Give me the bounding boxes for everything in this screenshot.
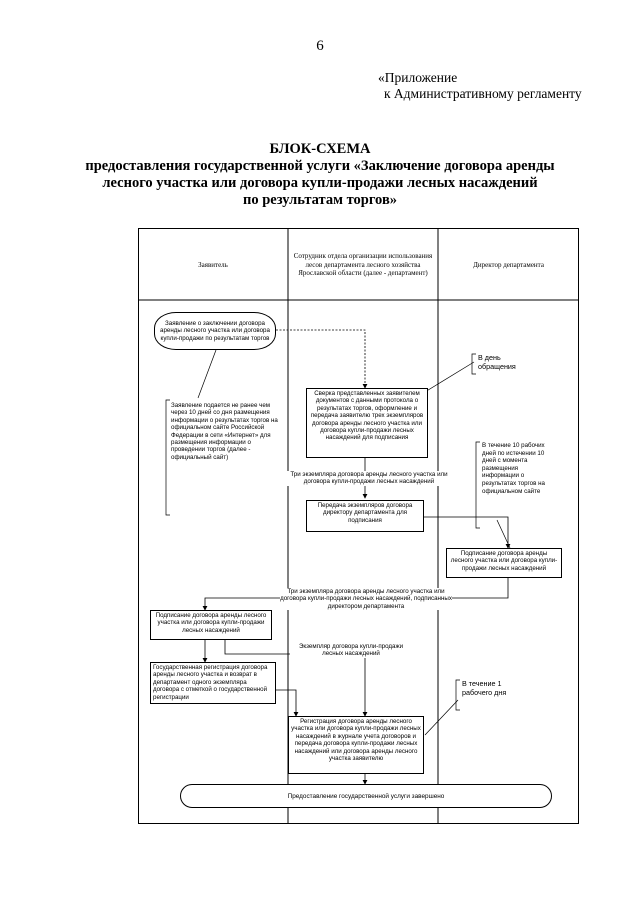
node-service-completed-text: Предоставление государственной услуги завершено bbox=[287, 792, 445, 800]
column-header-director: Директор департамента bbox=[473, 260, 544, 269]
node-document-check: Сверка представленных заявителем документов с данными протокола о результатах торгов, оформление и передача заявителю трех экземпляров договора аренды лесного участка или договора купли-продажи лесных насаждений для подписания bbox=[306, 388, 428, 458]
label-three-copies-1: Три экземпляра договора аренды лесного участка или договора купли-продажи лесных насаждений bbox=[280, 471, 458, 486]
node-application-note: Заявление подается не ранее чем через 10 дней со дня размещения информации о результатах торгов на официальном сайте Российской Федерации в сети «Интернет» для размещения информации о проведении торгов (далее - официальный сайт) bbox=[171, 402, 278, 461]
node-transfer-to-director: Передача экземпляров договора директору департамента для подписания bbox=[306, 500, 424, 532]
callout-one-day: В течение 1 рабочего дня bbox=[462, 679, 507, 697]
appendix-line-2: к Административному регламенту bbox=[384, 86, 582, 101]
node-contract-registration: Регистрация договора аренды лесного участка или договора купли-продажи лесных насаждений в журнале учета договоров и передача договора купли-продажи лесных насаждений или договора аренды лесного участка заявителю bbox=[288, 716, 424, 774]
title-main: БЛОК-СХЕМА bbox=[269, 141, 371, 157]
node-state-registration: Государственная регистрация договора аренды лесного участка и возврат в департамент одного экземпляра договора с отметкой о государственной регистрации bbox=[150, 662, 276, 704]
node-director-sign: Подписание договора аренды лесного участка или договора купли-продажи лесных насаждений bbox=[446, 548, 562, 578]
node-application bbox=[154, 312, 276, 350]
label-three-copies-2: Три экземпляра договора аренды лесного участка или договора купли-продажи лесных насаждений, подписанных директором департамента bbox=[280, 588, 452, 610]
page-number: 6 bbox=[316, 38, 324, 54]
appendix-line-1: «Приложение bbox=[378, 70, 458, 85]
title-line-3: лесного участка или договора купли-продажи лесных насаждений bbox=[102, 175, 538, 191]
node-applicant-sign: Подписание договора аренды лесного участка или договора купли-продажи лесных насаждений bbox=[150, 610, 272, 640]
label-one-copy: Экземпляр договора купли-продажи лесных насаждений bbox=[290, 643, 412, 658]
column-header-applicant: Заявитель bbox=[198, 260, 228, 269]
callout-ten-days: В течение 10 рабочих дней по истечении 10 дней с момента размещения информации о результатах торгов на официальном сайте bbox=[482, 442, 545, 495]
column-header-employee: Сотрудник отдела организации использования лесов департамента лесного хозяйства Ярославской области (далее - департамент) bbox=[293, 252, 433, 278]
title-line-2: предоставления государственной услуги «Заключение договора аренды bbox=[85, 158, 555, 174]
node-service-completed bbox=[180, 784, 552, 808]
title-line-4: по результатам торгов» bbox=[242, 192, 398, 208]
callout-same-day: В день обращения bbox=[478, 353, 516, 371]
node-application-text: Заявление о заключении договора аренды лесного участка или договора купли-продажи по результатам торгов bbox=[160, 319, 270, 342]
